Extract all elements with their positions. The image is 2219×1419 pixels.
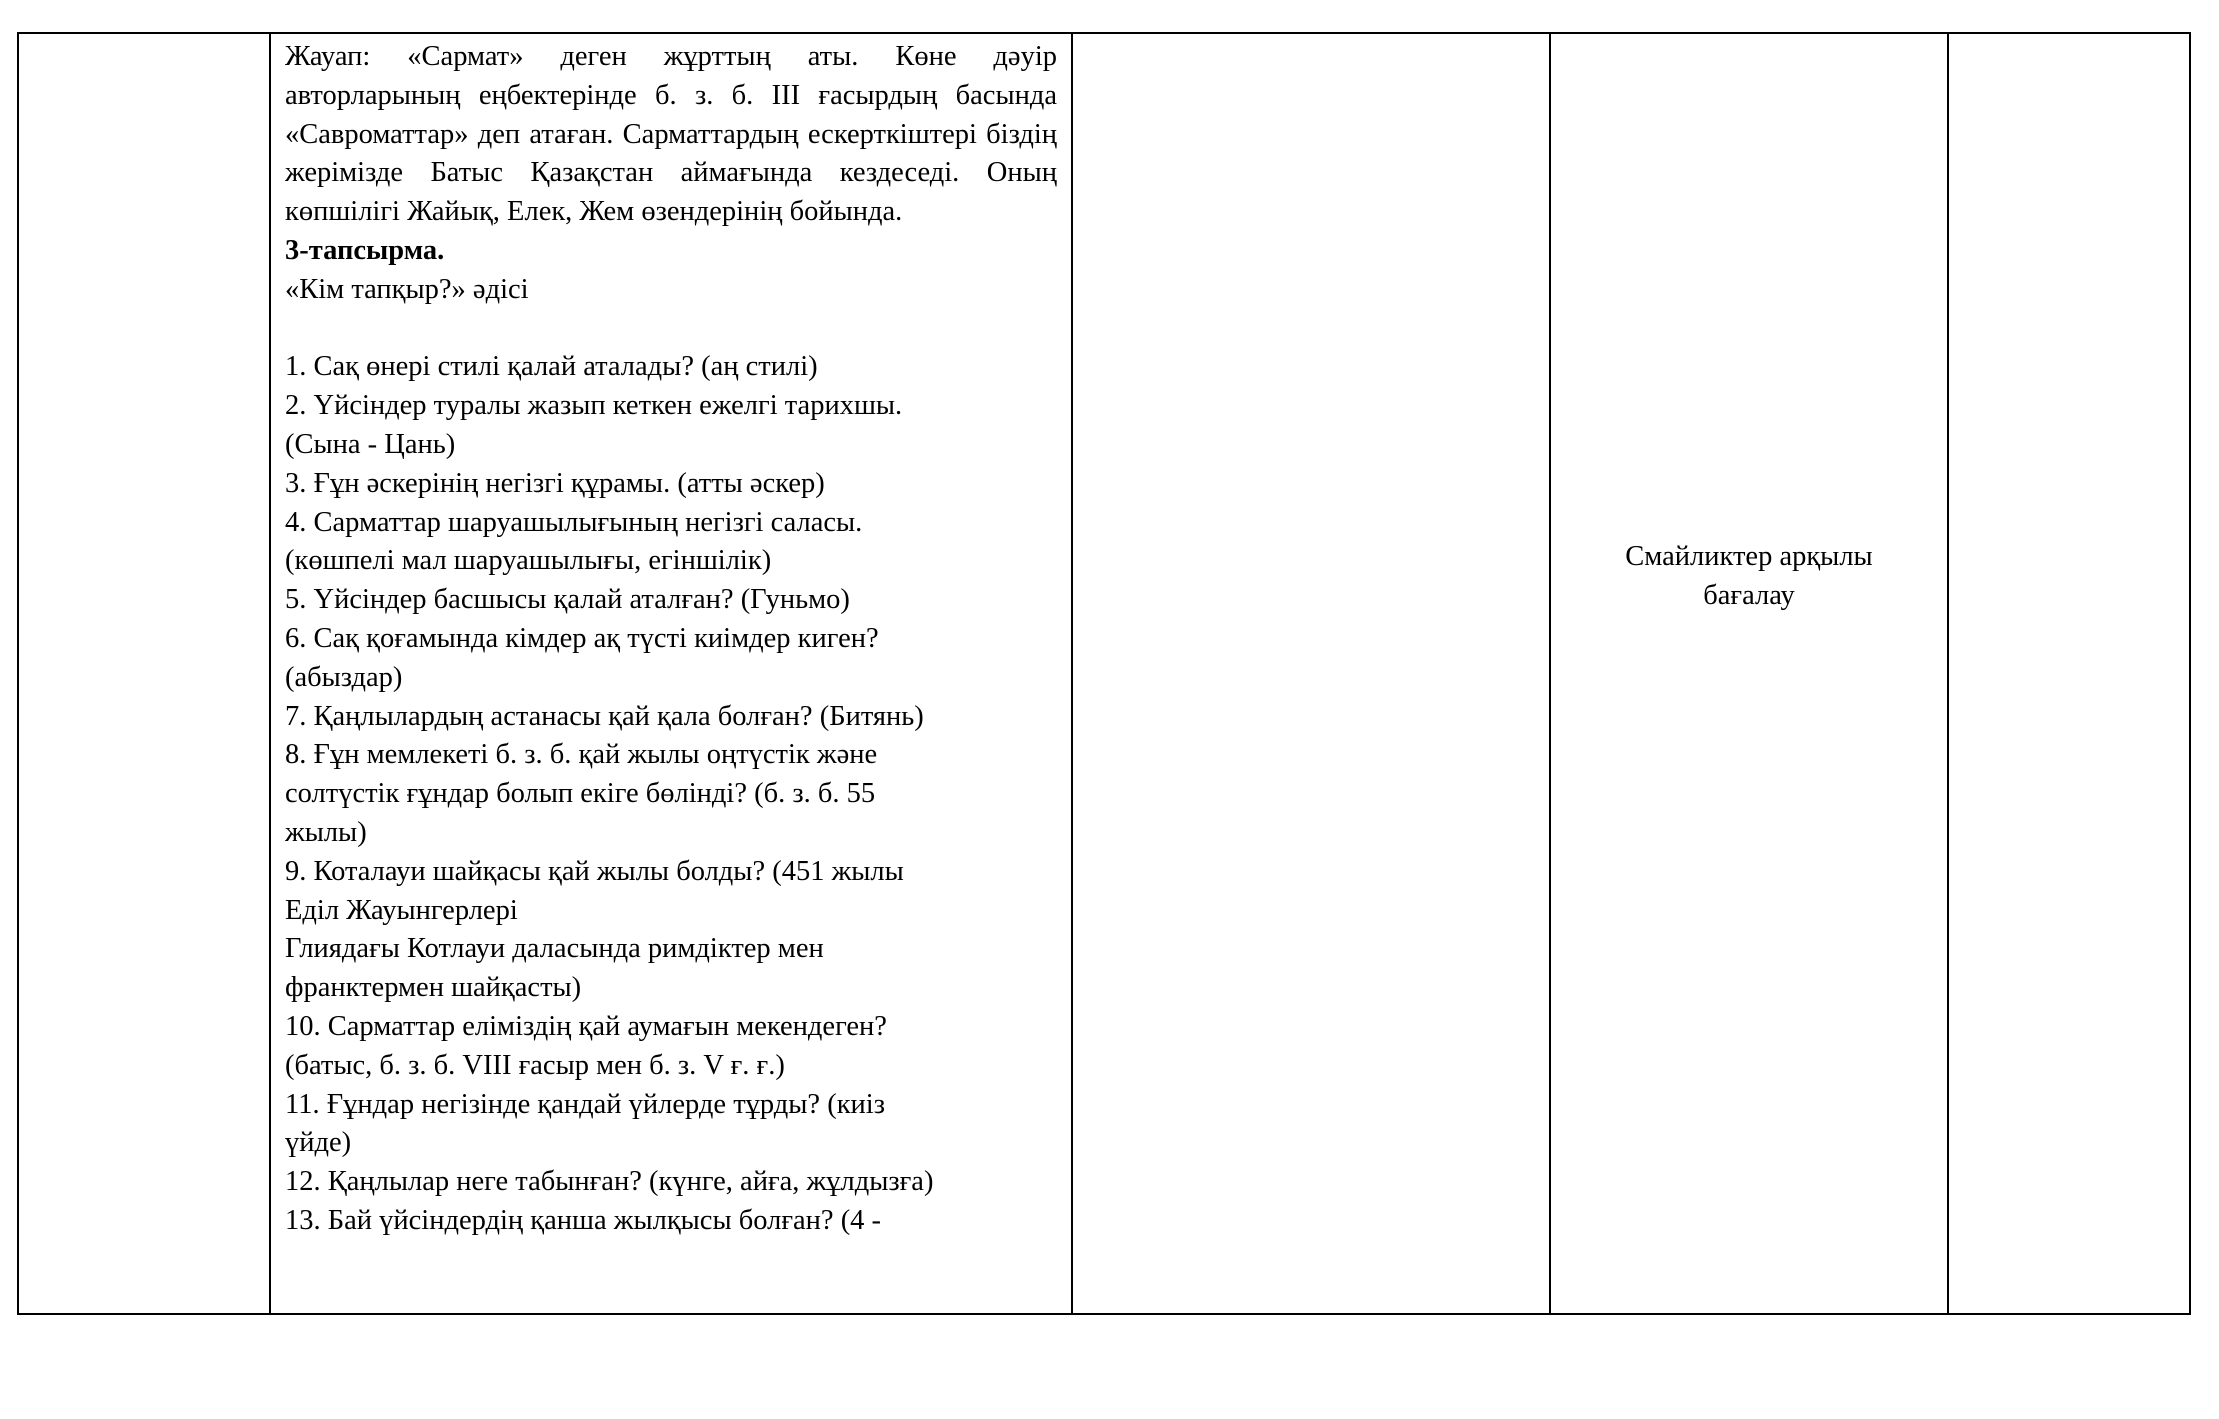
assessment-cell	[1550, 33, 1948, 1314]
question-list	[285, 348, 1057, 1240]
question-line: (Сына - Цань)	[285, 428, 456, 460]
table-row	[18, 33, 2190, 1314]
question-line: 4. Сарматтар шаруашылығының негізгі саласы.	[285, 506, 863, 538]
question-line: (абыздар)	[285, 661, 403, 693]
assessment-line-2: бағалау	[1703, 579, 1795, 611]
assessment-text	[1551, 538, 1947, 616]
question-line: Глиядағы Котлауи даласында римдіктер мен	[285, 933, 824, 965]
question-line: (көшпелі мал шаруашылығы, егіншілік)	[285, 545, 772, 577]
blank-line	[285, 310, 1057, 349]
question-line: 12. Қаңлылар неге табынған? (күнге, айға, жұлдызға)	[285, 1166, 934, 1198]
answer-paragraph: Жауап: «Сармат» деген жұрттың аты. Көне дәуір авторларының еңбектерінде б. з. б. ІІІ ғасырдың басында «Савроматтар» деп атаған. Сарматтардың ескерткіштері біздің жерімізде Батыс Қазақстан аймағында кездеседі. Оның көпшілігі Жайық, Елек, Жем өзендерінің бойында.	[285, 41, 1057, 228]
question-line: 5. Үйсіндер басшысы қалай аталған? (Гуньмо)	[285, 584, 850, 616]
question-line: 3. Ғұн әскерінің негізгі құрамы. (атты әскер)	[285, 467, 825, 499]
question-line: 7. Қаңлылардың астанасы қай қала болған? (Битянь)	[285, 700, 924, 732]
question-line: 6. Сақ қоғамында кімдер ақ түсті киімдер киген?	[285, 622, 879, 654]
question-line: 2. Үйсіндер туралы жазып кеткен ежелгі тарихшы.	[285, 390, 903, 422]
question-line: 8. Ғұн мемлекеті б. з. б. қай жылы оңтүстік және	[285, 739, 878, 771]
question-line: франктермен шайқасты)	[285, 972, 582, 1004]
teacher-activity-cell	[270, 33, 1072, 1314]
question-line: 13. Бай үйсіндердің қанша жылқысы болған? (4 -	[285, 1204, 882, 1236]
task-title: 3-тапсырма.	[285, 234, 445, 266]
student-activity-cell	[1072, 33, 1550, 1314]
question-line: Еділ Жауынгерлері	[285, 894, 518, 926]
question-line: 9. Коталауи шайқасы қай жылы болды? (451 жылы	[285, 855, 904, 887]
question-line: (батыс, б. з. б. VIII ғасыр мен б. з. V ғ. ғ.)	[285, 1049, 785, 1081]
assessment-line-1: Смайликтер арқылы	[1625, 541, 1873, 572]
question-line: 1. Сақ өнері стилі қалай аталады? (аң стилі)	[285, 351, 818, 383]
question-line: үйде)	[285, 1127, 352, 1159]
lesson-plan-table	[17, 32, 2191, 1315]
method-title: «Кім тапқыр?» әдісі	[285, 273, 529, 305]
resources-cell	[1948, 33, 2190, 1314]
question-line: жылы)	[285, 816, 367, 848]
question-line: солтүстік ғұндар болып екіге бөлінді? (б. з. б. 55	[285, 778, 876, 810]
question-line: 10. Сарматтар еліміздің қай аумағын мекендеген?	[285, 1010, 887, 1042]
empty-cell-stage	[18, 33, 270, 1314]
question-line: 11. Ғұндар негізінде қандай үйлерде тұрды? (киіз	[285, 1088, 885, 1120]
